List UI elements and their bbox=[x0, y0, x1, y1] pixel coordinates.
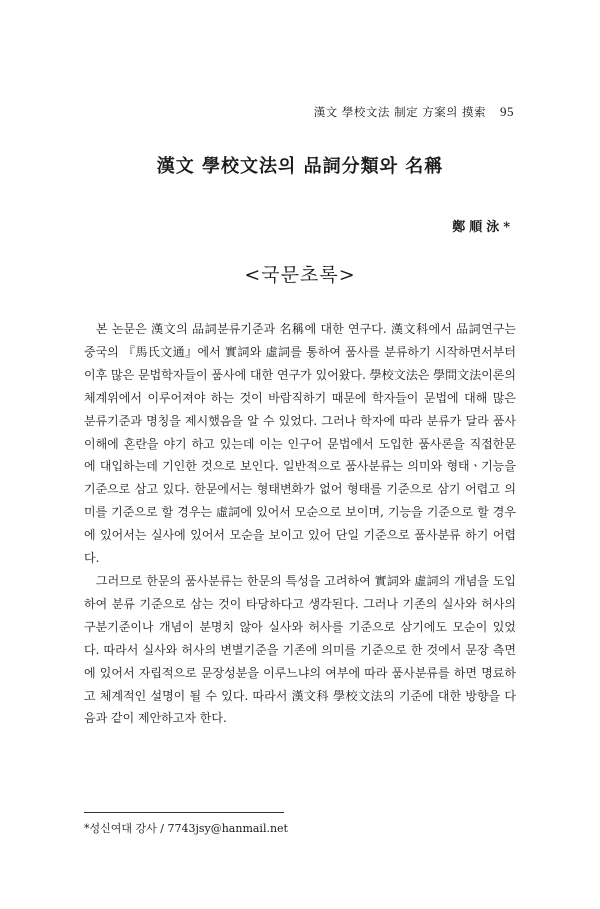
running-head-text: 漢文 學校文法 制定 方案의 摸索 bbox=[313, 105, 486, 119]
abstract-paragraph-2: 그러므로 한문의 품사분류는 한문의 특성을 고려하여 實詞와 虛詞의 개념을 도입하여 분류 기준으로 삼는 것이 타당하다고 생각된다. 그러나 기존의 실사와 허사의 구분기준이나 개념이 분명치 않아 실사와 허사를 기준으로 삼기에도 모순이 있었다. 따라서 실사와 허사의 변별기준을 기존에 의미를 기준으로 한 것에서 문장 측면에 있어서 자립적으로 문장성분을 이루느냐의 여부에 따라 품사분류를 하면 명료하고 체계적인 설명이 될 수 있다. 따라서 漢文科 學校文法의 기준에 대한 방향을 다음과 같이 제안하고자 한다. bbox=[84, 573, 516, 726]
author-footnote: *성신여대 강사 / 7743jsy@hanmail.net bbox=[84, 822, 288, 835]
footnote-divider bbox=[84, 812, 284, 813]
paper-title: 漢文 學校文法의 品詞分類와 名稱 bbox=[156, 156, 444, 177]
page-number: 95 bbox=[500, 104, 514, 119]
abstract-heading: <국문초록> bbox=[244, 264, 356, 286]
abstract-body bbox=[84, 318, 516, 730]
author-name: 鄭順泳* bbox=[452, 220, 514, 235]
abstract-paragraph-1: 본 논문은 漢文의 品詞분류기준과 名稱에 대한 연구다. 漢文科에서 品詞연구는 중국의 『馬氏文通』에서 實詞와 虛詞를 통하여 품사를 분류하기 시작하면서부터 이후 많은 문법학자들이 품사에 대한 연구가 있어왔다. 學校文法은 學問文法이론의 체계위에서 이루어져야 하는 것이 바람직하기 때문에 학자들이 문법에 대해 많은 분류기준과 명칭을 제시했음을 알 수 있었다. 그러나 학자에 따라 분류가 달라 품사이해에 혼란을 야기 하고 있는데 이는 인구어 문법에서 도입한 품사론을 직접한문에 대입하는데 기인한 것으로 보인다. 일반적으로 품사분류는 의미와 형태ㆍ기능을 기준으로 삼고 있다. 한문에서는 형태변화가 없어 형태를 기준으로 삼기 어렵고 의미를 기준으로 할 경우는 虛詞에 있어서 모순으로 보이며, 기능을 기준으로 할 경우에 있어서는 실사에 있어서 모순을 보이고 있어 단일 기준으로 품사분류 하기 어렵다. bbox=[84, 322, 516, 566]
running-head bbox=[314, 104, 514, 120]
